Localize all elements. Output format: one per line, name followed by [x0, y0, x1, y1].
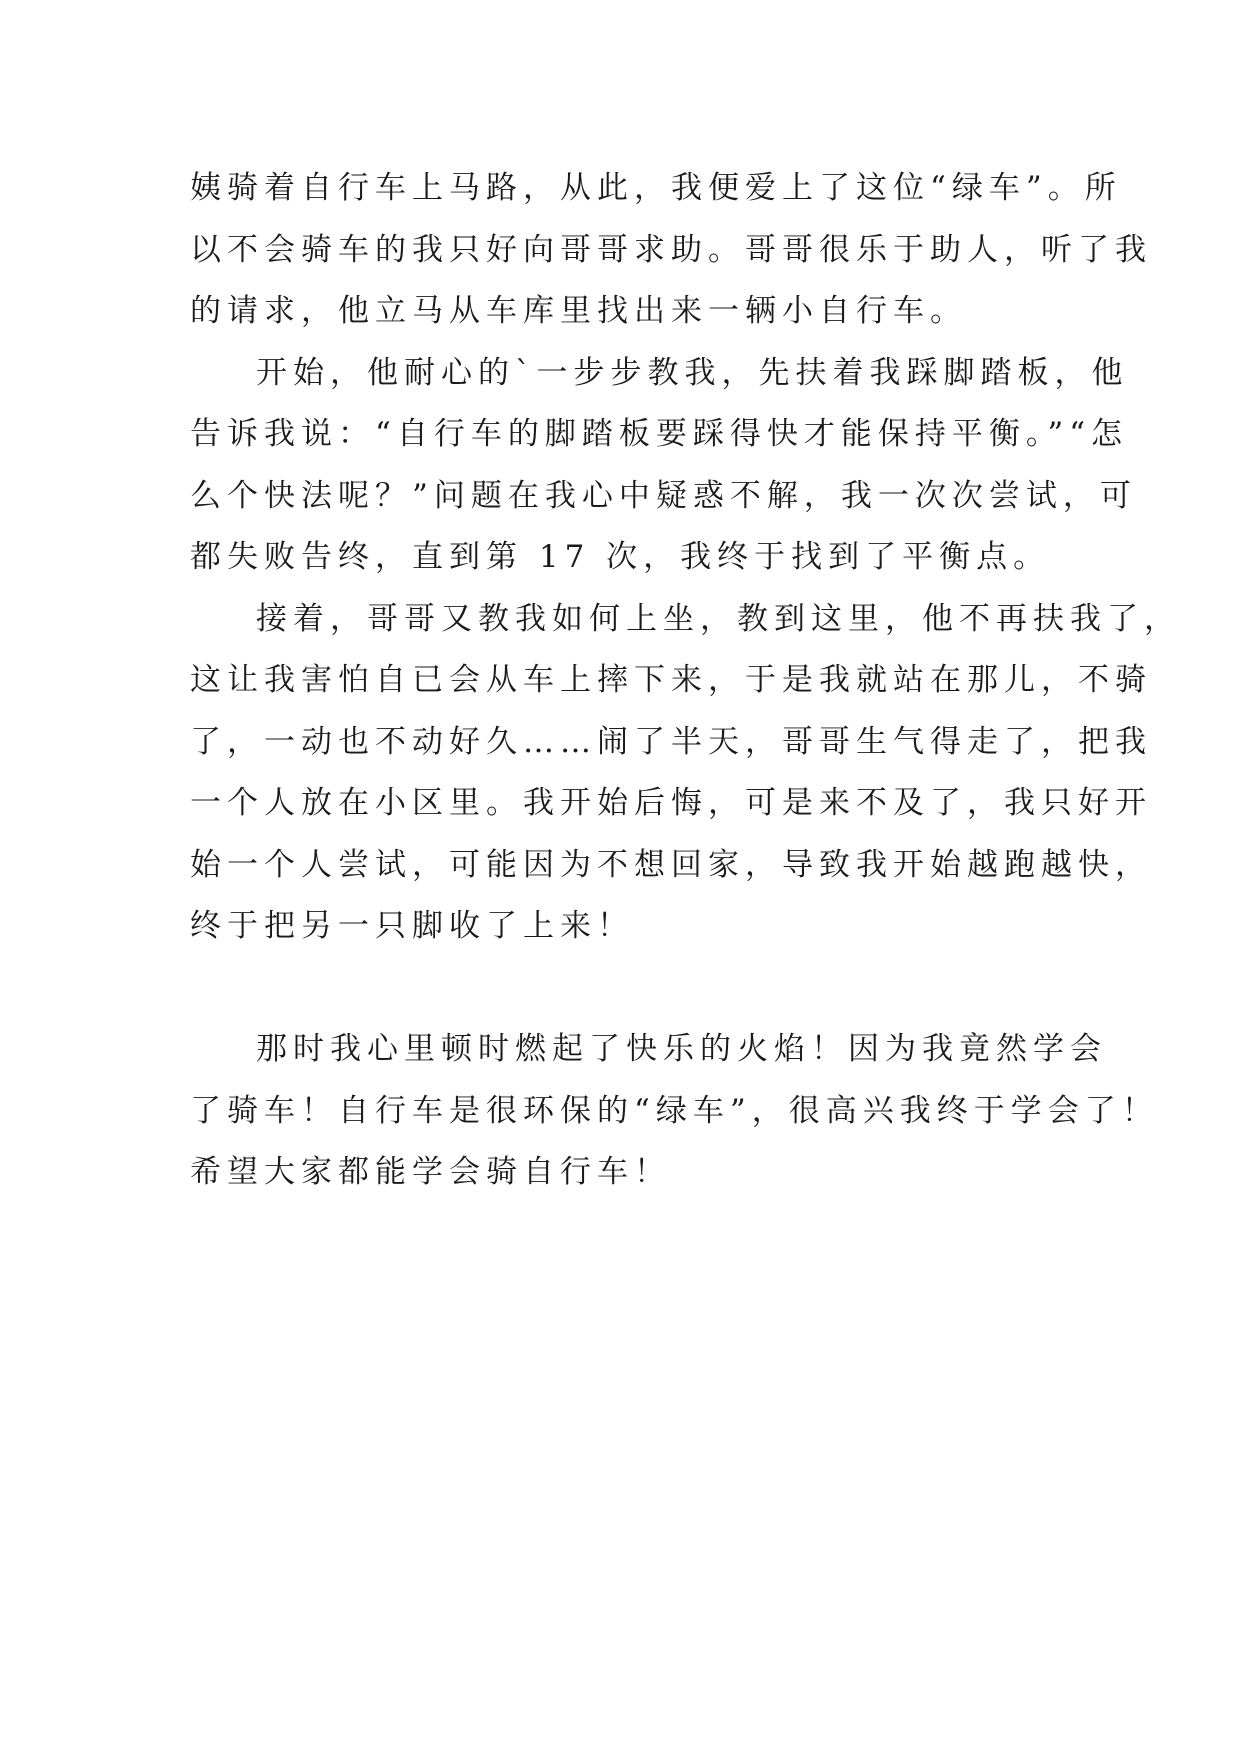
paragraph-line: [190, 958, 1080, 1020]
paragraph-line: 始一个人尝试，可能因为不想回家，导致我开始越跑越快，: [190, 846, 1152, 883]
paragraph-line: 接着，哥哥又教我如何上坐，教到这里，他不再扶我了，: [256, 600, 1181, 637]
paragraph-1: [190, 158, 1152, 343]
paragraph-line: 告诉我说：“自行车的脚踏板要踩得快才能保持平衡。”“怎: [190, 416, 1129, 452]
paragraph-line: 终于把另一只脚收了上来！: [190, 908, 634, 944]
paragraph-line: 姨骑着自行车上马路，从此，我便爱上了这位“绿车”。所: [190, 170, 1122, 206]
paragraph-line: 都失败告终，直到第 17 次，我终于找到了平衡点。: [190, 539, 1051, 575]
paragraph-2: [190, 343, 1137, 589]
paragraph-line: 这让我害怕自已会从车上摔下来，于是我就站在那儿，不骑: [190, 662, 1152, 698]
paragraph-4: [190, 1019, 1159, 1204]
paragraph-line: 开始，他耐心的`一步步教我，先扶着我踩脚踏板，他: [256, 354, 1129, 391]
paragraph-line: 了，一动也不动好久……闹了半天，哥哥生气得走了，把我: [190, 723, 1152, 760]
paragraph-line: 了骑车！自行车是很环保的“绿车”，很高兴我终于学会了！: [190, 1092, 1159, 1129]
paragraph-line: 希望大家都能学会骑自行车！: [190, 1154, 671, 1190]
paragraph-3: [190, 589, 1181, 1020]
paragraph-line: 么个快法呢？”问题在我心中疑惑不解，我一次次尝试，可: [190, 477, 1137, 514]
paragraph-line: 以不会骑车的我只好向哥哥求助。哥哥很乐于助人，听了我: [190, 231, 1152, 268]
document-body: [190, 158, 1181, 1204]
paragraph-line: 一个人放在小区里。我开始后悔，可是来不及了，我只好开: [190, 785, 1152, 821]
paragraph-line: 的请求，他立马从车库里找出来一辆小自行车。: [190, 293, 967, 329]
paragraph-line: 那时我心里顿时燃起了快乐的火焰！因为我竟然学会: [256, 1031, 1107, 1067]
